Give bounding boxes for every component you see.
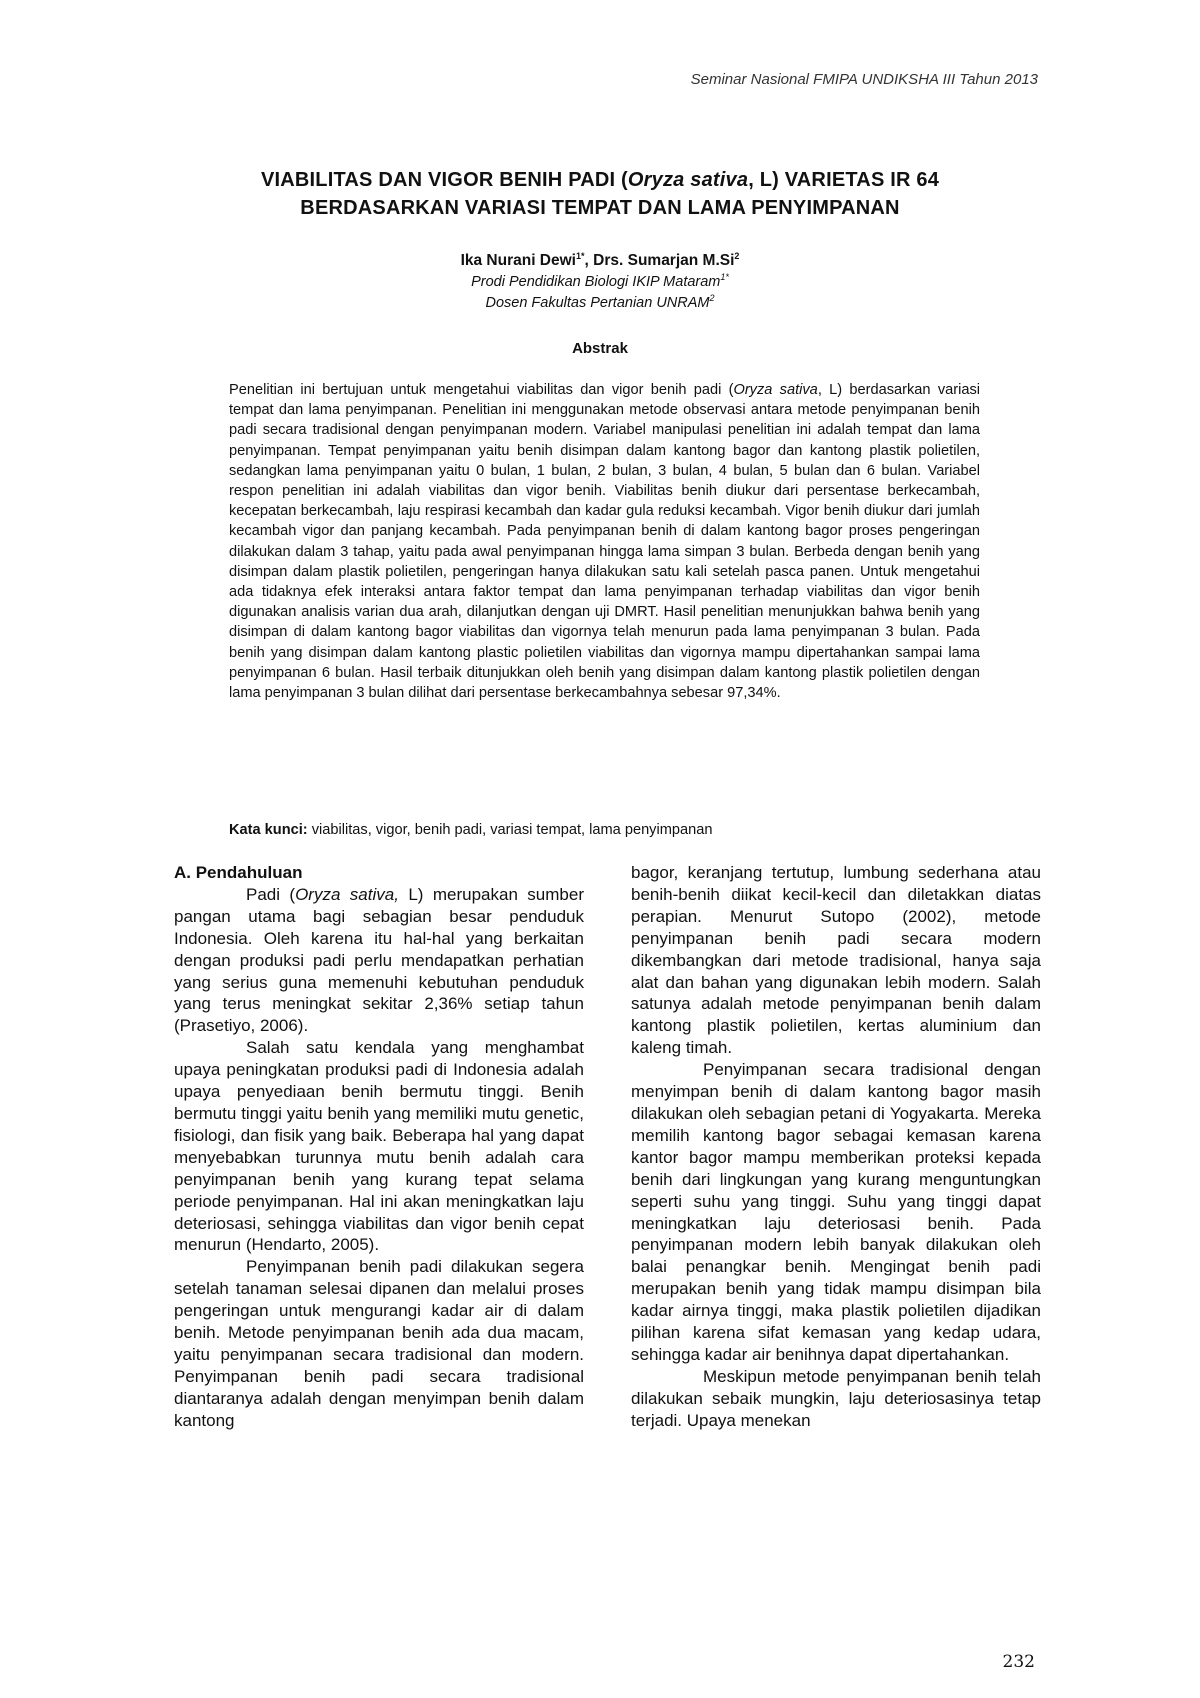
authors: Ika Nurani Dewi$^{1*}$, Drs. Sumarjan M.Si$^2$	[460, 250, 740, 269]
paragraph-1: Padi (Oryza sativa, L) merupakan sumber pangan utama bagi sebagian besar penduduk Indonesia. Oleh karena itu hal-hal yang berkaitan dengan produksi padi perlu mendapatkan perhatian yang serius guna memenuhi kebutuhan penduduk yang terus meningkat sekitar 2,36% setiap tahun (Prasetiyo, 2006).	[174, 884, 584, 1036]
paper-title	[150, 166, 1050, 222]
author-1: Ika Nurani Dewi	[460, 252, 576, 269]
paragraph-3: Penyimpanan benih padi dilakukan segera setelah tanaman selesai dipanen dan melalui proses pengeringan untuk mengurangi kadar air di dalam benih. Metode penyimpanan benih ada dua macam, yaitu penyimpanan secara tradisional dan modern. Penyimpanan benih padi secara tradisional diantaranya adalah dengan menyimpan benih dalam kantong	[174, 1257, 584, 1430]
paragraph-6: Meskipun metode penyimpanan benih telah dilakukan sebaik mungkin, laju deteriosasinya tetap terjadi. Upaya menekan	[631, 1366, 1041, 1430]
title-line-1: VIABILITAS DAN VIGOR BENIH PADI (Oryza sativa, L) VARIETAS IR 64	[260, 169, 940, 191]
keywords	[229, 822, 989, 838]
left-column	[174, 862, 584, 1432]
paragraph-2: Salah satu kendala yang menghambat upaya peningkatan produksi padi di Indonesia adalah upaya penyediaan benih bermutu tinggi. Benih bermutu tinggi yaitu benih yang memiliki mutu genetic, fisiologi, dan fisik yang baik. Beberapa hal yang dapat menyebabkan turunnya mutu benih adalah cara penyimpanan benih yang kurang tepat selama periode penyimpanan. Hal ini akan meningkatkan laju deteriosasi, sehingga viabilitas dan vigor benih cepat menurun (Hendarto, 2005).	[174, 1038, 584, 1255]
running-head: Seminar Nasional FMIPA UNDIKSHA III Tahun 2013	[690, 71, 1038, 88]
author-2: Drs. Sumarjan M.Si	[593, 252, 735, 269]
paragraph-5: Penyimpanan secara tradisional dengan menyimpan benih di dalam kantong bagor masih dilakukan oleh sebagian petani di Yogyakarta. Mereka memilih kantong bagor sebagai kemasan karena kantor bagor mampu memberikan proteksi kepada benih dari lingkungan yang kurang menguntungkan seperti suhu yang tinggi. Suhu yang tinggi dapat meningkatkan laju deteriosasi benih. Pada penyimpanan modern lebih banyak dilakukan oleh balai penangkar benih. Mengingat benih padi merupakan benih yang tidak mampu disimpan bila kadar airnya tinggi, maka plastik polietilen dijadikan pilihan karena sifat kemasan yang kedap udara, sehingga kadar air benihnya dapat dipertahankan.	[631, 1060, 1041, 1364]
keywords-text: viabilitas, vigor, benih padi, variasi tempat, lama penyimpanan	[307, 822, 713, 838]
title-line-2: BERDASARKAN VARIASI TEMPAT DAN LAMA PENYIMPANAN	[300, 197, 900, 219]
affiliation-1: Prodi Pendidikan Biologi IKIP Mataram$^{1*}$	[471, 272, 729, 290]
paragraph-4: bagor, keranjang tertutup, lumbung sederhana atau benih-benih diikat kecil-kecil dan diletakkan diatas perapian. Menurut Sutopo (2002), metode penyimpanan benih padi secara modern dikembangkan dari metode tradisional, hanya saja alat dan bahan yang digunakan lebih modern. Salah satunya adalah metode penyimpanan benih dalam kantong plastik polietilen, kertas aluminium dan kaleng timah.	[631, 863, 1041, 1058]
page-number: 232	[1002, 1652, 1035, 1672]
affiliation-2: Dosen Fakultas Pertanian UNRAM$^2$	[485, 293, 715, 311]
keywords-label: Kata kunci:	[229, 822, 308, 838]
right-column	[631, 862, 1041, 1432]
abstract-heading: Abstrak	[572, 340, 628, 357]
section-heading: A. Pendahuluan	[174, 863, 303, 882]
abstract-body: Penelitian ini bertujuan untuk mengetahui viabilitas dan vigor benih padi (Oryza sativa, L) berdasarkan variasi tempat dan lama penyimpanan. Penelitian ini menggunakan metode observasi antara metode penyimpanan benih padi secara tradisional dengan penyimpanan modern. Variabel manipulasi penelitian ini adalah tempat dan lama penyimpanan. Tempat penyimpanan yaitu benih disimpan dalam kantong bagor dan kantong plastik polietilen, sedangkan lama penyimpanan yaitu 0 bulan, 1 bulan, 2 bulan, 3 bulan, 4 bulan, 5 bulan dan 6 bulan. Variabel respon penelitian ini adalah viabilitas dan vigor benih. Viabilitas benih diukur dari persentase berkecambah, kecepatan berkecambah, laju respirasi kecambah dan kadar gula reduksi kecambah. Vigor benih diukur dari jumlah kecambah vigor dan panjang kecambah. Pada penyimpanan benih di dalam kantong bagor proses pengeringan dilakukan dalam 3 tahap, yaitu pada awal penyimpanan hingga lama simpan 3 bulan. Berbeda dengan benih yang disimpan dalam plastik polietilen, pengeringan hanya dilakukan satu kali setelah pasca panen. Untuk mengetahui ada tidaknya efek interaksi antara faktor tempat dan lama penyimpanan terhadap viabilitas dan vigor benih digunakan analisis varian dua arah, dilanjutkan dengan uji DMRT. Hasil penelitian menunjukkan bahwa benih yang disimpan di dalam kantong bagor viabilitas dan vigornya telah menurun pada lama penyimpanan 3 bulan. Pada benih yang disimpan dalam kantong plastic polietilen viabilitas dan vigornya mampu dipertahankan sampai lama penyimpanan 6 bulan. Hasil terbaik ditunjukkan oleh benih yang disimpan dalam kantong plastik polietilen dengan lama penyimpanan 3 bulan dilihat dari persentase berkecambahnya sebesar 97,34%.	[229, 382, 980, 702]
